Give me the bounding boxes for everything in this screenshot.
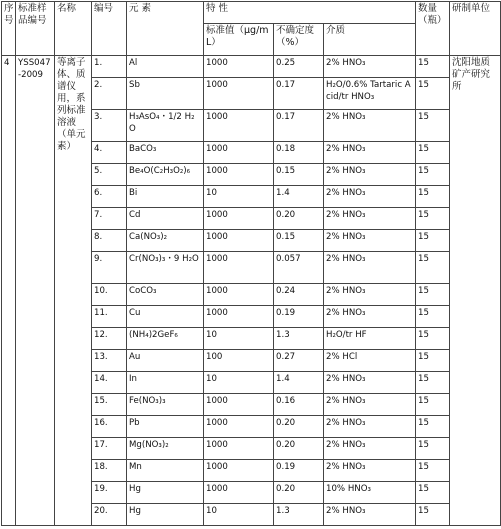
element-cell: (NH₄)2GeF₆ bbox=[127, 328, 204, 350]
element-cell: Sb bbox=[127, 78, 204, 110]
medium-cell: 2% HCl bbox=[324, 350, 416, 372]
uncertainty-cell: 1.3 bbox=[274, 328, 324, 350]
header-std-value: 标准值（μg/mL） bbox=[204, 24, 274, 56]
header-props: 特 性 bbox=[204, 2, 416, 24]
item-no-cell: 13. bbox=[92, 350, 127, 372]
table-row bbox=[2, 56, 501, 78]
element-cell: Mn bbox=[127, 460, 204, 482]
uncertainty-cell: 0.17 bbox=[274, 110, 324, 142]
medium-cell: 2% HNO₃ bbox=[324, 460, 416, 482]
header-seq: 序号 bbox=[2, 2, 16, 56]
uncertainty-cell: 0.20 bbox=[274, 416, 324, 438]
group-seq: 4 bbox=[2, 56, 16, 526]
std-value-cell: 1000 bbox=[204, 110, 274, 142]
element-cell: Hg bbox=[127, 482, 204, 504]
medium-cell: 2% HNO₃ bbox=[324, 110, 416, 142]
quantity-cell: 15 bbox=[416, 56, 450, 78]
std-value-cell: 1000 bbox=[204, 482, 274, 504]
quantity-cell: 15 bbox=[416, 394, 450, 416]
item-no-cell: 17. bbox=[92, 438, 127, 460]
uncertainty-cell: 0.27 bbox=[274, 350, 324, 372]
uncertainty-cell: 1.4 bbox=[274, 186, 324, 208]
header-quantity: 数量（瓶） bbox=[416, 2, 450, 56]
header-uncertainty: 不确定度（%） bbox=[274, 24, 324, 56]
std-value-cell: 100 bbox=[204, 350, 274, 372]
item-no-cell: 19. bbox=[92, 482, 127, 504]
element-cell: Pb bbox=[127, 416, 204, 438]
std-value-cell: 1000 bbox=[204, 306, 274, 328]
uncertainty-cell: 0.15 bbox=[274, 164, 324, 186]
quantity-cell: 15 bbox=[416, 164, 450, 186]
element-cell: Be₄O(C₂H₃O₂)₆ bbox=[127, 164, 204, 186]
uncertainty-cell: 1.4 bbox=[274, 372, 324, 394]
header-item-no: 编号 bbox=[92, 2, 127, 56]
medium-cell: H₂O/0.6% Tartaric Acid/tr HNO₃ bbox=[324, 78, 416, 110]
quantity-cell: 15 bbox=[416, 350, 450, 372]
std-value-cell: 1000 bbox=[204, 438, 274, 460]
medium-cell: 10% HNO₃ bbox=[324, 482, 416, 504]
quantity-cell: 15 bbox=[416, 110, 450, 142]
uncertainty-cell: 0.16 bbox=[274, 394, 324, 416]
uncertainty-cell: 0.20 bbox=[274, 482, 324, 504]
element-cell: Cd bbox=[127, 208, 204, 230]
group-developer: 沈阳地质矿产研究所 bbox=[450, 56, 501, 526]
quantity-cell: 15 bbox=[416, 306, 450, 328]
std-value-cell: 10 bbox=[204, 186, 274, 208]
item-no-cell: 18. bbox=[92, 460, 127, 482]
item-no-cell: 16. bbox=[92, 416, 127, 438]
item-no-cell: 6. bbox=[92, 186, 127, 208]
quantity-cell: 15 bbox=[416, 284, 450, 306]
medium-cell: 2% HNO₃ bbox=[324, 208, 416, 230]
medium-cell: 2% HNO₃ bbox=[324, 394, 416, 416]
uncertainty-cell: 0.057 bbox=[274, 252, 324, 284]
element-cell: Hg bbox=[127, 504, 204, 526]
std-value-cell: 1000 bbox=[204, 394, 274, 416]
std-value-cell: 1000 bbox=[204, 284, 274, 306]
quantity-cell: 15 bbox=[416, 252, 450, 284]
quantity-cell: 15 bbox=[416, 186, 450, 208]
element-cell: Cr(NO₃)₃・9 H₂O bbox=[127, 252, 204, 284]
medium-cell: 2% HNO₃ bbox=[324, 504, 416, 526]
item-no-cell: 5. bbox=[92, 164, 127, 186]
std-value-cell: 1000 bbox=[204, 416, 274, 438]
element-cell: H₃AsO₄・1/2 H₂O bbox=[127, 110, 204, 142]
std-value-cell: 10 bbox=[204, 504, 274, 526]
element-cell: Mg(NO₃)₂ bbox=[127, 438, 204, 460]
medium-cell: 2% HNO₃ bbox=[324, 438, 416, 460]
item-no-cell: 9. bbox=[92, 252, 127, 284]
group-name: 等离子体、质谱仪用，系列标准溶液（单元素） bbox=[55, 56, 92, 526]
header-name: 名称 bbox=[55, 2, 92, 56]
std-value-cell: 1000 bbox=[204, 142, 274, 164]
item-no-cell: 20. bbox=[92, 504, 127, 526]
quantity-cell: 15 bbox=[416, 372, 450, 394]
element-cell: Au bbox=[127, 350, 204, 372]
element-cell: Ca(NO₃)₂ bbox=[127, 230, 204, 252]
header-medium: 介质 bbox=[324, 24, 416, 56]
uncertainty-cell: 0.18 bbox=[274, 142, 324, 164]
medium-cell: 2% HNO₃ bbox=[324, 284, 416, 306]
std-value-cell: 1000 bbox=[204, 164, 274, 186]
item-no-cell: 12. bbox=[92, 328, 127, 350]
std-value-cell: 1000 bbox=[204, 230, 274, 252]
medium-cell: 2% HNO₃ bbox=[324, 56, 416, 78]
medium-cell: 2% HNO₃ bbox=[324, 186, 416, 208]
quantity-cell: 15 bbox=[416, 328, 450, 350]
uncertainty-cell: 0.24 bbox=[274, 284, 324, 306]
header-std-no: 标准样品编号 bbox=[16, 2, 55, 56]
header-element: 元 素 bbox=[127, 2, 204, 56]
quantity-cell: 15 bbox=[416, 230, 450, 252]
quantity-cell: 15 bbox=[416, 438, 450, 460]
std-value-cell: 1000 bbox=[204, 460, 274, 482]
item-no-cell: 14. bbox=[92, 372, 127, 394]
element-cell: BaCO₃ bbox=[127, 142, 204, 164]
quantity-cell: 15 bbox=[416, 504, 450, 526]
uncertainty-cell: 1.3 bbox=[274, 504, 324, 526]
group-std-no: YSS047-2009 bbox=[16, 56, 55, 526]
uncertainty-cell: 0.19 bbox=[274, 460, 324, 482]
element-cell: Fe(NO₃)₃ bbox=[127, 394, 204, 416]
item-no-cell: 4. bbox=[92, 142, 127, 164]
medium-cell: H₂O/tr HF bbox=[324, 328, 416, 350]
uncertainty-cell: 0.19 bbox=[274, 306, 324, 328]
medium-cell: 2% HNO₃ bbox=[324, 416, 416, 438]
medium-cell: 2% HNO₃ bbox=[324, 230, 416, 252]
item-no-cell: 1. bbox=[92, 56, 127, 78]
medium-cell: 2% HNO₃ bbox=[324, 372, 416, 394]
uncertainty-cell: 0.20 bbox=[274, 438, 324, 460]
item-no-cell: 8. bbox=[92, 230, 127, 252]
uncertainty-cell: 0.17 bbox=[274, 78, 324, 110]
item-no-cell: 15. bbox=[92, 394, 127, 416]
item-no-cell: 7. bbox=[92, 208, 127, 230]
element-cell: Cu bbox=[127, 306, 204, 328]
element-cell: Bi bbox=[127, 186, 204, 208]
std-value-cell: 1000 bbox=[204, 78, 274, 110]
std-value-cell: 10 bbox=[204, 328, 274, 350]
quantity-cell: 15 bbox=[416, 460, 450, 482]
item-no-cell: 11. bbox=[92, 306, 127, 328]
uncertainty-cell: 0.25 bbox=[274, 56, 324, 78]
item-no-cell: 10. bbox=[92, 284, 127, 306]
std-value-cell: 1000 bbox=[204, 56, 274, 78]
item-no-cell: 3. bbox=[92, 110, 127, 142]
medium-cell: 2% HNO₃ bbox=[324, 142, 416, 164]
std-value-cell: 1000 bbox=[204, 252, 274, 284]
quantity-cell: 15 bbox=[416, 482, 450, 504]
standards-table bbox=[1, 1, 501, 526]
medium-cell: 2% HNO₃ bbox=[324, 306, 416, 328]
quantity-cell: 15 bbox=[416, 142, 450, 164]
std-value-cell: 1000 bbox=[204, 208, 274, 230]
element-cell: Al bbox=[127, 56, 204, 78]
element-cell: In bbox=[127, 372, 204, 394]
medium-cell: 2% HNO₃ bbox=[324, 252, 416, 284]
element-cell: CoCO₃ bbox=[127, 284, 204, 306]
item-no-cell: 2. bbox=[92, 78, 127, 110]
std-value-cell: 10 bbox=[204, 372, 274, 394]
quantity-cell: 15 bbox=[416, 78, 450, 110]
header-developer: 研制单位 bbox=[450, 2, 501, 56]
uncertainty-cell: 0.15 bbox=[274, 230, 324, 252]
quantity-cell: 15 bbox=[416, 208, 450, 230]
medium-cell: 2% HNO₃ bbox=[324, 164, 416, 186]
uncertainty-cell: 0.20 bbox=[274, 208, 324, 230]
quantity-cell: 15 bbox=[416, 416, 450, 438]
